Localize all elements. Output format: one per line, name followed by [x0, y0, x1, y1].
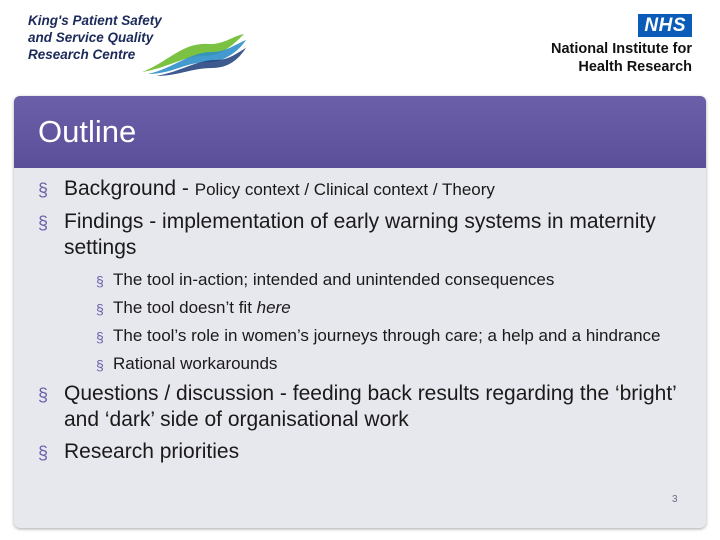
kings-logo: [28, 12, 228, 76]
bullet-icon: §: [38, 213, 49, 233]
bullet-icon: §: [96, 301, 104, 317]
sub-bullet-item: § Rational workarounds: [96, 353, 678, 375]
sub-bullet-item: § The tool in-action; intended and unintended consequences: [96, 269, 678, 291]
page-number: 3: [672, 494, 678, 505]
slide-title: Outline: [38, 114, 137, 149]
slide-content: [38, 176, 678, 471]
nhs-badge: NHS: [638, 14, 692, 37]
bullet-item: § Research priorities: [38, 439, 678, 465]
nihr-logo-text: National Institute for Health Research: [551, 41, 692, 75]
bullet-icon: §: [38, 443, 49, 463]
bullet-item: § Background - Policy context / Clinical context / Theory: [38, 176, 678, 203]
sub-bullet-list: [96, 269, 678, 375]
bullet-icon: §: [96, 329, 104, 345]
bullet-icon: §: [96, 273, 104, 289]
kings-logo-text: King's Patient Safety and Service Quality Research Centre: [28, 13, 162, 62]
sub-bullet-item: § The tool’s role in women’s journeys through care; a help and a hindrance: [96, 325, 678, 347]
bullet-icon: §: [38, 385, 49, 405]
sub-bullet-item: § The tool doesn’t fit here: [96, 297, 678, 319]
kings-swoosh-icon: [138, 32, 248, 78]
bullet-icon: §: [38, 180, 49, 200]
nihr-logo: [492, 14, 692, 78]
bullet-list: [38, 176, 678, 465]
bullet-icon: §: [96, 357, 104, 373]
bullet-item: § Findings - implementation of early warning systems in maternity settings § The tool in-action; intended and unintended consequences § The tool doesn’t fit here § The tool’s role in women’s journeys through care; a help and a hindrance § Rational workarounds: [38, 209, 678, 375]
bullet-item: § Questions / discussion - feeding back results regarding the ‘bright’ and ‘dark’ side of organisational work: [38, 382, 677, 431]
